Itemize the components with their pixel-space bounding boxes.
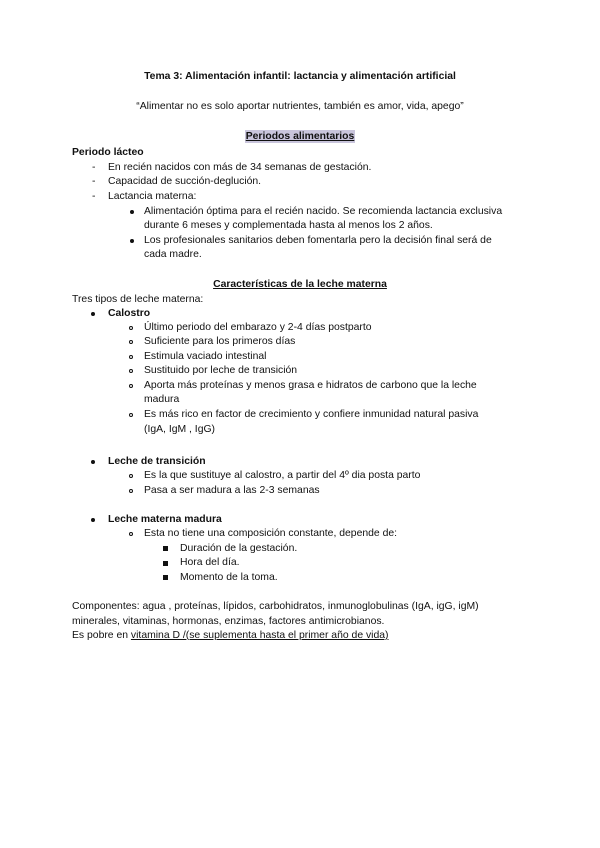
vitamin-note-prefix: Es pobre en [72, 630, 131, 641]
bullet-dot-icon [130, 239, 134, 243]
components-line: Componentes: agua , proteínas, lípidos, carbohidratos, inmunoglobulinas (IgA, igG, igM) [72, 601, 479, 612]
list-item: Estimula vaciado intestinal [144, 351, 267, 362]
dash-bullet: - [92, 191, 96, 202]
list-item: Hora del día. [180, 557, 240, 568]
bullet-dot-icon [130, 210, 134, 214]
section-heading-caracteristicas: Características de la leche materna [213, 279, 387, 290]
list-item-continuation: (IgA, IgM , IgG) [144, 424, 216, 435]
bullet-dot-icon [91, 460, 95, 464]
document-title: Tema 3: Alimentación infantil: lactancia y alimentación artificial [144, 71, 456, 82]
dash-bullet: - [92, 176, 96, 187]
list-item: Los profesionales sanitarios deben fomentarla pero la decisión final será de [144, 235, 492, 246]
bullet-circle-icon [129, 489, 133, 493]
quote: “Alimentar no es solo aportar nutrientes, también es amor, vida, apego” [136, 101, 464, 112]
bullet-circle-icon [129, 413, 133, 417]
bullet-circle-icon [129, 384, 133, 388]
intro-text: Tres tipos de leche materna: [72, 294, 204, 305]
madura-label: Leche materna madura [108, 514, 222, 525]
list-item: Momento de la toma. [180, 572, 278, 583]
list-item: Duración de la gestación. [180, 543, 298, 554]
list-item-continuation: cada madre. [144, 249, 202, 260]
list-item: Aporta más proteínas y menos grasa e hidratos de carbono que la leche [144, 380, 477, 391]
list-item: Sustituido por leche de transición [144, 365, 298, 376]
dash-bullet: - [92, 162, 96, 173]
bullet-square-icon [163, 546, 168, 551]
bullet-circle-icon [129, 340, 133, 344]
list-item: En recién nacidos con más de 34 semanas de gestación. [108, 162, 372, 173]
section-heading-periodos [0, 130, 600, 144]
bullet-square-icon [163, 575, 168, 580]
bullet-circle-icon [129, 326, 133, 330]
calostro-label: Calostro [108, 308, 151, 319]
list-item: Pasa a ser madura a las 2-3 semanas [144, 485, 320, 496]
list-item: Lactancia materna: [108, 191, 197, 202]
list-item-continuation: madura [144, 394, 180, 405]
subheading-periodo-lacteo: Periodo lácteo [72, 147, 144, 158]
list-item: Esta no tiene una composición constante, depende de: [144, 528, 398, 539]
highlighted-heading: Periodos alimentarios [245, 131, 355, 142]
bullet-circle-icon [129, 532, 133, 536]
list-item: Último periodo del embarazo y 2-4 días postparto [144, 322, 372, 333]
components-line: minerales, vitaminas, hormonas, enzimas, factores antimicrobianos. [72, 616, 385, 627]
bullet-circle-icon [129, 369, 133, 373]
list-item: Es la que sustituye al calostro, a partir del 4º dia posta parto [144, 470, 421, 481]
vitamin-note [72, 629, 389, 643]
transicion-label: Leche de transición [108, 456, 206, 467]
vitamin-note-underlined: vitamina D /(se suplementa hasta el primer año de vida) [130, 630, 389, 641]
bullet-circle-icon [129, 355, 133, 359]
bullet-square-icon [163, 561, 168, 566]
list-item: Capacidad de succión-deglución. [108, 176, 262, 187]
list-item: Alimentación óptima para el recién nacido. Se recomienda lactancia exclusiva [144, 206, 503, 217]
list-item: Es más rico en factor de crecimiento y confiere inmunidad natural pasiva [144, 409, 479, 420]
bullet-circle-icon [129, 474, 133, 478]
list-item-continuation: durante 6 meses y complementada hasta al menos los 2 años. [144, 220, 433, 231]
bullet-dot-icon [91, 518, 95, 522]
list-item: Suficiente para los primeros días [144, 336, 296, 347]
bullet-dot-icon [91, 312, 95, 316]
